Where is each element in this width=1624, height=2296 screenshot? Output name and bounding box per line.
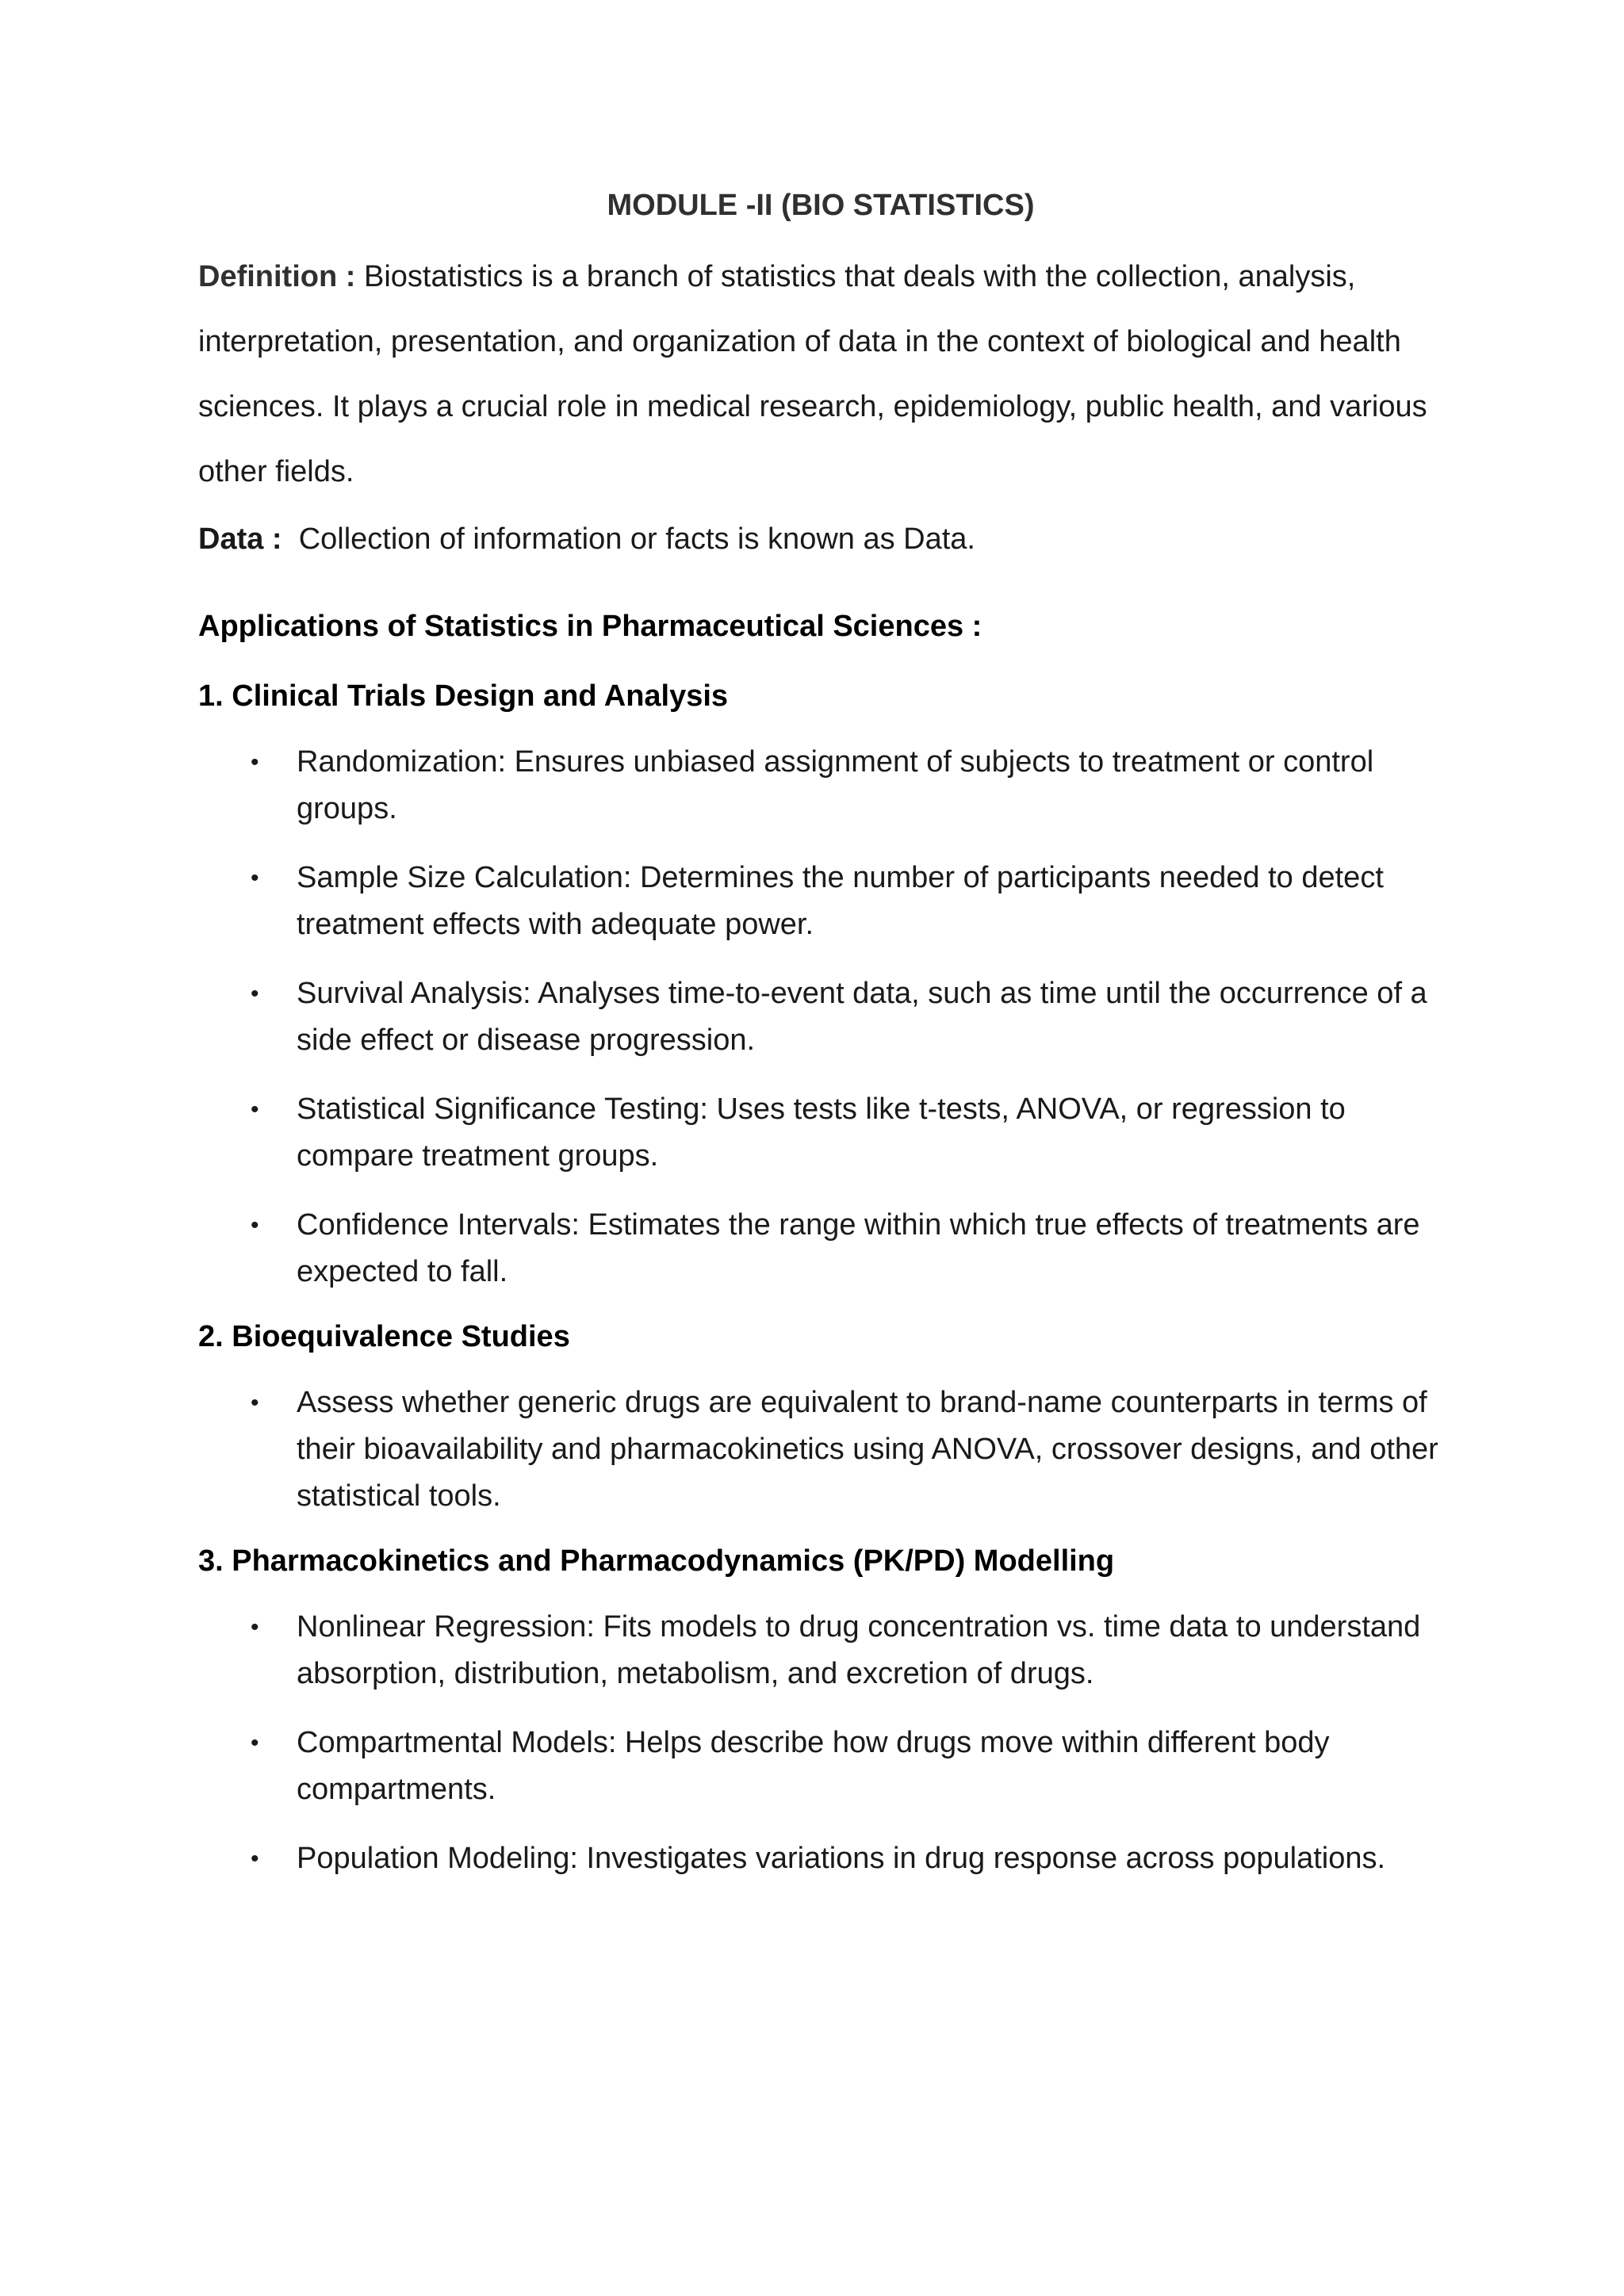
bullet-icon: • xyxy=(251,1212,259,1238)
list-item: • Sample Size Calculation: Determines the number of participants needed to detect treatment effects with adequate power. xyxy=(198,855,1443,948)
bullet-icon: • xyxy=(251,1390,259,1416)
section-heading: 1. Clinical Trials Design and Analysis xyxy=(198,679,729,713)
bullet-icon: • xyxy=(251,749,259,775)
list-item: • Compartmental Models: Helps describe how drugs move within different body compartments. xyxy=(198,1720,1443,1813)
bullet-list xyxy=(198,1380,1443,1520)
list-item: • Confidence Intervals: Estimates the range within which true effects of treatments are expected to fall. xyxy=(198,1202,1443,1295)
definition-paragraph xyxy=(198,244,1443,504)
bullet-icon: • xyxy=(251,1730,259,1756)
list-item: • Population Modeling: Investigates variations in drug response across populations. xyxy=(198,1835,1443,1882)
bullet-icon: • xyxy=(251,981,259,1007)
document-page xyxy=(198,190,1443,1904)
section-heading: 2. Bioequivalence Studies xyxy=(198,1320,570,1353)
data-label: Data : xyxy=(198,522,282,556)
data-paragraph xyxy=(198,520,1443,558)
bullet-list xyxy=(198,739,1443,1295)
bullet-list xyxy=(198,1604,1443,1882)
list-item: • Assess whether generic drugs are equivalent to brand-name counterparts in terms of their bioavailability and pharmacokinetics using ANOVA, crossover designs, and other statistical tools. xyxy=(198,1380,1443,1520)
definition-label: Definition : xyxy=(198,260,356,293)
bullet-icon: • xyxy=(251,865,259,891)
bullet-icon: • xyxy=(251,1096,259,1123)
data-text: Collection of information or facts is known as Data. xyxy=(298,522,975,556)
page-title: MODULE -II (BIO STATISTICS) xyxy=(607,189,1035,222)
definition-text: Biostatistics is a branch of statistics that deals with the collection, analysis, interpretation, presentation, and organization of data in the context of biological and health sciences. It plays a crucial role in medical research, epidemiology, public health, and various other fields. xyxy=(198,260,1427,488)
applications-heading: Applications of Statistics in Pharmaceutical Sciences : xyxy=(198,610,982,643)
bullet-icon: • xyxy=(251,1614,259,1640)
list-item: • Survival Analysis: Analyses time-to-event data, such as time until the occurrence of a side effect or disease progression. xyxy=(198,970,1443,1064)
section-heading: 3. Pharmacokinetics and Pharmacodynamics (PK/PD) Modelling xyxy=(198,1544,1115,1578)
list-item: • Randomization: Ensures unbiased assignment of subjects to treatment or control groups. xyxy=(198,739,1443,832)
list-item: • Statistical Significance Testing: Uses tests like t-tests, ANOVA, or regression to compare treatment groups. xyxy=(198,1086,1443,1180)
bullet-icon: • xyxy=(251,1846,259,1872)
list-item: • Nonlinear Regression: Fits models to drug concentration vs. time data to understand absorption, distribution, metabolism, and excretion of drugs. xyxy=(198,1604,1443,1697)
